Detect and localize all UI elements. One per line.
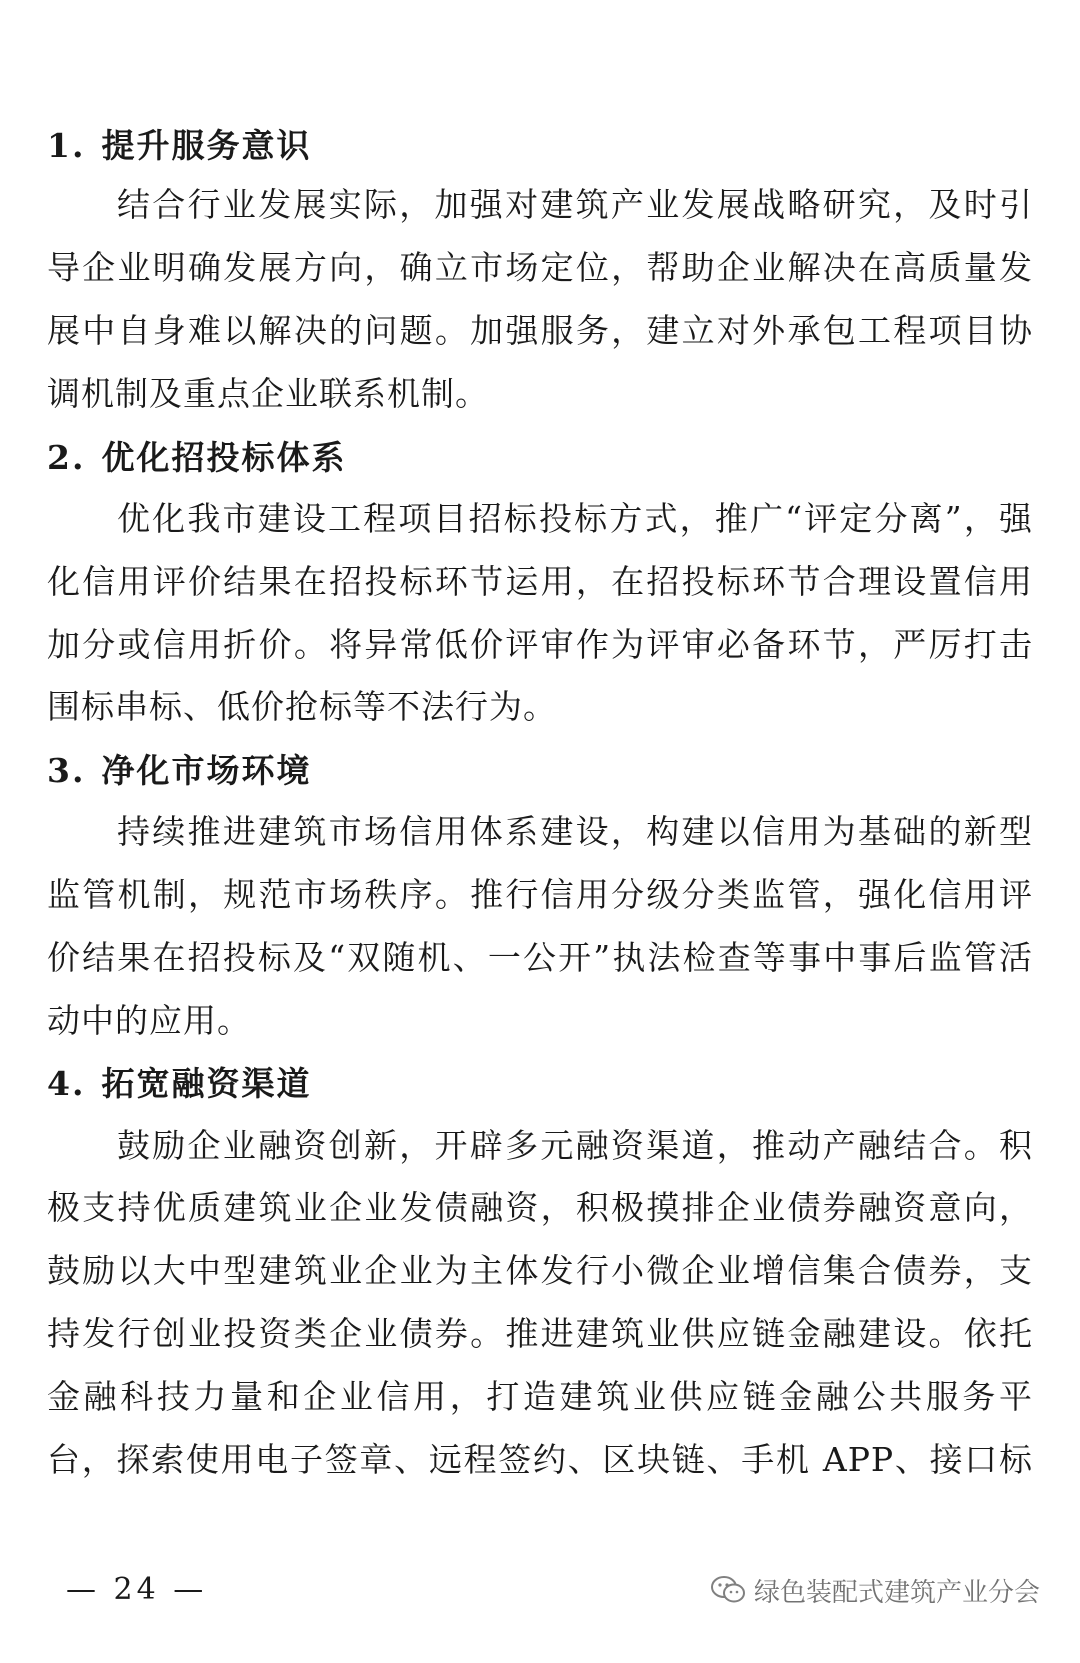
wechat-icon (710, 1575, 746, 1605)
paragraph-line: 监管机制，规范市场秩序。推行信用分级分类监管，强化信用评 (47, 875, 1033, 914)
section-heading-number: 3. (47, 751, 86, 790)
section-heading (47, 425, 1033, 491)
section-heading-text: 净化市场环境 (101, 751, 312, 790)
section-heading-number: 1. (47, 126, 86, 165)
paragraph-line: 动中的应用。 (47, 1001, 251, 1040)
watermark-text: 绿色装配式建筑产业分会 (753, 1577, 1040, 1608)
section-heading-text: 优化招投标体系 (101, 438, 347, 477)
paragraph-line: 展中自身难以解决的问题。加强服务，建立对外承包工程项目协 (47, 311, 1033, 350)
section-heading-number: 2. (47, 438, 86, 477)
paragraph-line: 调机制及重点企业联系机制。 (47, 374, 489, 413)
paragraph-line: 极支持优质建筑业企业发债融资，积极摸排企业债券融资意向， (47, 1188, 1033, 1227)
paragraph-line: 价结果在招投标及“双随机、一公开”执法检查等事中事后监管活 (47, 938, 1033, 977)
paragraph-line: 鼓励以大中型建筑业企业为主体发行小微企业增信集合债券，支 (47, 1251, 1033, 1290)
section-heading (47, 113, 1033, 179)
paragraph-line: 台，探索使用电子签章、远程签约、区块链、手机 APP、接口标 (47, 1440, 1033, 1479)
paragraph-line: 优化我市建设工程项目招标投标方式，推广“评定分离”，强 (117, 499, 1033, 538)
section-heading-number: 4. (47, 1064, 86, 1103)
paragraph-line: 鼓励企业融资创新，开辟多元融资渠道，推动产融结合。积 (117, 1126, 1033, 1165)
watermark (710, 1566, 1040, 1614)
paragraph-line: 加分或信用折价。将异常低价评审作为评审必备环节，严厉打击 (47, 625, 1033, 664)
paragraph-line: 金融科技力量和企业信用，打造建筑业供应链金融公共服务平 (47, 1377, 1033, 1416)
paragraph-line: 持发行创业投资类企业债券。推进建筑业供应链金融建设。依托 (47, 1314, 1033, 1353)
paragraph-line: 围标串标、低价抢标等不法行为。 (47, 687, 557, 726)
page-number: — 24 — (66, 1572, 208, 1607)
section-heading-text: 拓宽融资渠道 (101, 1064, 312, 1103)
paragraph-line: 结合行业发展实际，加强对建筑产业发展战略研究，及时引 (117, 185, 1033, 224)
section-heading (47, 1051, 1033, 1117)
paragraph-line: 化信用评价结果在招投标环节运用，在招投标环节合理设置信用 (47, 562, 1033, 601)
section-heading-text: 提升服务意识 (101, 126, 312, 165)
paragraph-line: 导企业明确发展方向，确立市场定位，帮助企业解决在高质量发 (47, 248, 1033, 287)
page-footer (0, 1560, 1080, 1620)
section-heading (47, 738, 1033, 804)
paragraph-line: 持续推进建筑市场信用体系建设，构建以信用为基础的新型 (117, 812, 1033, 851)
